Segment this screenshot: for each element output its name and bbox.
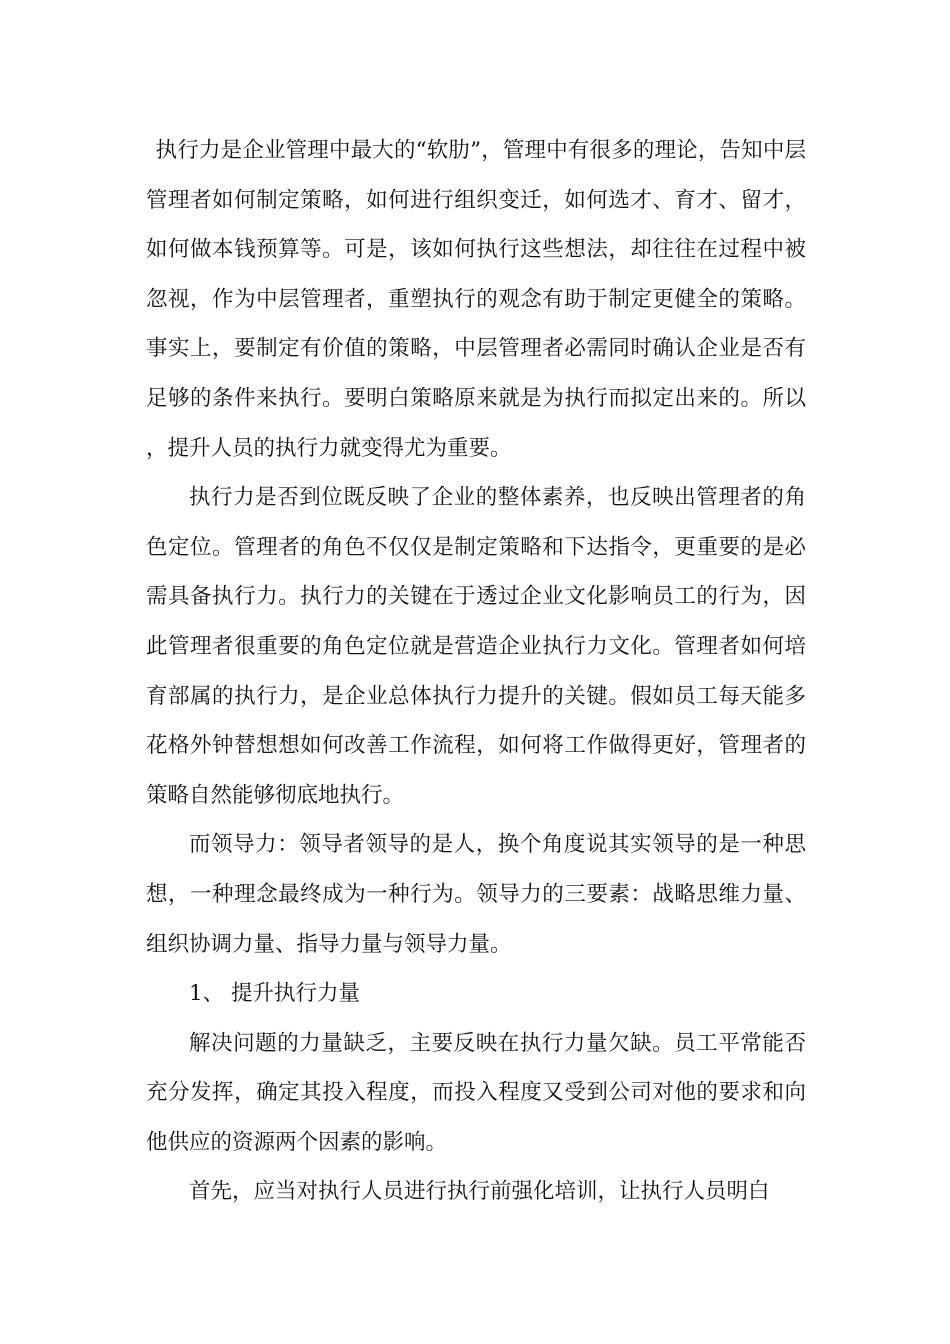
paragraph-execution-weakness: 执行力是企业管理中最大的“软肋”，管理中有很多的理论，告知中层管理者如何制定策略，如何进行组织变迁，如何选才、育才、留才，如何做本钱预算等。可是，该如何执行这些想法，却往往在过程中被忽视，作为中层管理者，重塑执行的观念有助于制定更健全的策略。事实上，要制定有价值的策略，中层管理者必需同时确认企业是否有足够的条件来执行。要明白策略原来就是为执行而拟定出来的。所以，提升人员的执行力就变得尤为重要。 (146, 138, 806, 461)
paragraph-training: 首先，应当对执行人员进行执行前强化培训，让执行人员明白 (189, 1179, 770, 1205)
paragraph-leadership: 而领导力：领导者领导的是人，换个角度说其实领导的是一种思想，一种理念最终成为一种行为。领导力的三要素：战略思维力量、组织协调力量、指导力量与领导力量。 (146, 832, 806, 957)
section-heading-improve-execution: 1、 提升执行力量 (189, 981, 361, 1007)
paragraph-execution-role: 执行力是否到位既反映了企业的整体素养，也反映出管理者的角色定位。管理者的角色不仅仅是制定策略和下达指令，更重要的是必需具备执行力。执行力的关键在于透过企业文化影响员工的行为，因此管理者很重要的角色定位就是营造企业执行力文化。管理者如何培育部属的执行力，是企业总体执行力提升的关键。假如员工每天能多花格外钟替想想如何改善工作流程，如何将工作做得更好，管理者的策略自然能够彻底地执行。 (146, 485, 806, 808)
paragraph-problem-solving: 解决问题的力量缺乏，主要反映在执行力量欠缺。员工平常能否充分发挥，确定其投入程度，而投入程度又受到公司对他的要求和向他供应的资源两个因素的影响。 (146, 1030, 806, 1155)
document-body (146, 126, 806, 1217)
